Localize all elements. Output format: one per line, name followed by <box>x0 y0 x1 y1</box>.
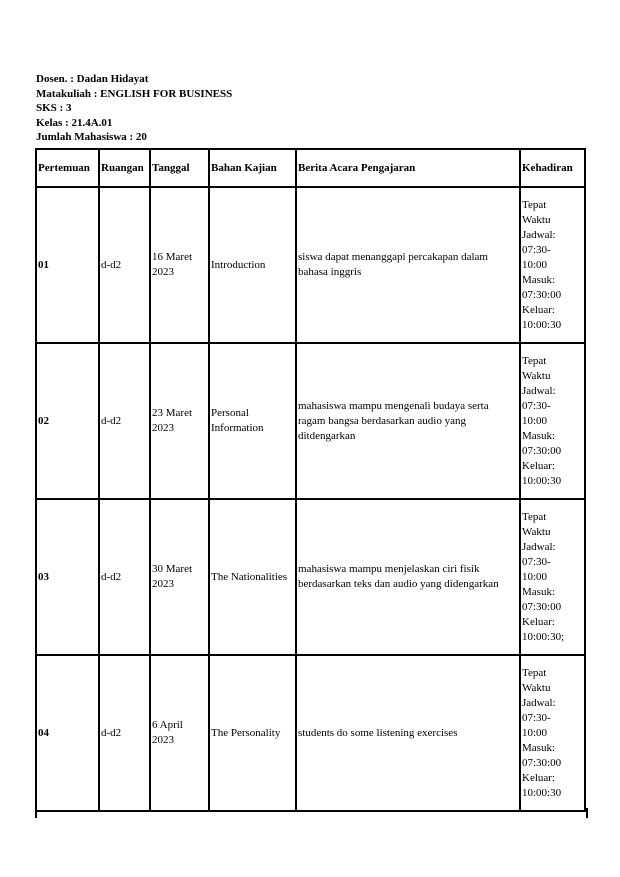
cell-pertemuan: 04 <box>36 655 99 811</box>
kehadiran-line: Masuk: <box>522 585 555 598</box>
table-row <box>36 343 585 499</box>
sks-line: SKS : 3 <box>36 102 72 114</box>
cell-berita-acara: siswa dapat menanggapi percakapan dalam bahasa inggris <box>296 187 520 343</box>
kehadiran-line: Jadwal: <box>522 228 556 241</box>
cell-bahan-kajian: The Nationalities <box>209 499 296 655</box>
dosen-line: Dosen. : Dadan Hidayat <box>36 73 149 85</box>
cell-berita-acara: mahasiswa mampu menjelaskan ciri fisik berdasarkan teks dan audio yang didengarkan <box>296 499 520 655</box>
kehadiran-line: Waktu <box>522 525 551 538</box>
kehadiran-line: Waktu <box>522 681 551 694</box>
table-row <box>36 499 585 655</box>
kehadiran-line: Masuk: <box>522 741 555 754</box>
kehadiran-line: 07:30- <box>522 399 551 412</box>
cell-kehadiran <box>520 655 585 811</box>
kehadiran-line: 10:00:30; <box>522 630 565 643</box>
table-row <box>36 187 585 343</box>
kehadiran-line: Masuk: <box>522 273 555 286</box>
cell-bahan-kajian: The Personality <box>209 655 296 811</box>
cell-bahan-kajian: Introduction <box>209 187 296 343</box>
kehadiran-line: Waktu <box>522 369 551 382</box>
kehadiran-line: Tepat <box>522 666 547 679</box>
col-header-bahan-kajian: Bahan Kajian <box>209 149 296 187</box>
kelas-line: Kelas : 21.4A.01 <box>36 116 113 129</box>
cell-berita-acara: mahasiswa mampu mengenali budaya serta ragam bangsa berdasarkan audio yang ditdengarkan <box>296 343 520 499</box>
cell-tanggal: 23 Maret 2023 <box>150 343 209 499</box>
kehadiran-line: Waktu <box>522 213 551 226</box>
col-header-kehadiran: Kehadiran <box>520 149 585 187</box>
kehadiran-line: 07:30:00 <box>522 444 562 457</box>
cell-berita-acara: students do some listening exercises <box>296 655 520 811</box>
kehadiran-line: Keluar: <box>522 771 555 784</box>
kehadiran-line: Tepat <box>522 510 547 523</box>
kehadiran-line: Jadwal: <box>522 696 556 709</box>
kehadiran-line: Masuk: <box>522 429 555 442</box>
cell-pertemuan: 03 <box>36 499 99 655</box>
kehadiran-line: 10:00 <box>522 258 548 271</box>
table-header-row <box>36 149 585 187</box>
cell-bahan-kajian: Personal Information <box>209 343 296 499</box>
col-header-pertemuan: Pertemuan <box>36 149 99 187</box>
kehadiran-line: Keluar: <box>522 303 555 316</box>
attendance-table <box>35 148 586 812</box>
col-header-ruangan: Ruangan <box>99 149 150 187</box>
matakuliah-line: Matakuliah : ENGLISH FOR BUSINESS <box>36 87 233 100</box>
kehadiran-line: Keluar: <box>522 615 555 628</box>
col-header-tanggal: Tanggal <box>150 149 209 187</box>
cell-tanggal: 16 Maret 2023 <box>150 187 209 343</box>
document-header <box>36 72 232 145</box>
kehadiran-line: Jadwal: <box>522 540 556 553</box>
kehadiran-line: Jadwal: <box>522 384 556 397</box>
table-row <box>36 655 585 811</box>
cell-tanggal: 30 Maret 2023 <box>150 499 209 655</box>
cell-ruangan: d-d2 <box>99 499 150 655</box>
kehadiran-line: Tepat <box>522 354 547 367</box>
table-continuation <box>35 808 588 818</box>
kehadiran-line: 10:00 <box>522 414 548 427</box>
kehadiran-line: 07:30- <box>522 555 551 568</box>
kehadiran-line: 10:00:30 <box>522 786 562 799</box>
col-header-berita-acara: Berita Acara Pengajaran <box>296 149 520 187</box>
cell-ruangan: d-d2 <box>99 187 150 343</box>
cell-kehadiran <box>520 343 585 499</box>
cell-kehadiran <box>520 187 585 343</box>
cell-tanggal: 6 April 2023 <box>150 655 209 811</box>
cell-ruangan: d-d2 <box>99 655 150 811</box>
kehadiran-line: 07:30:00 <box>522 756 562 769</box>
kehadiran-line: 10:00:30 <box>522 474 562 487</box>
cell-kehadiran <box>520 499 585 655</box>
kehadiran-line: 07:30:00 <box>522 288 562 301</box>
kehadiran-line: 10:00:30 <box>522 318 562 331</box>
cell-ruangan: d-d2 <box>99 343 150 499</box>
kehadiran-line: Tepat <box>522 198 547 211</box>
kehadiran-line: Keluar: <box>522 459 555 472</box>
cell-pertemuan: 02 <box>36 343 99 499</box>
kehadiran-line: 07:30- <box>522 243 551 256</box>
kehadiran-line: 07:30- <box>522 711 551 724</box>
cell-pertemuan: 01 <box>36 187 99 343</box>
kehadiran-line: 10:00 <box>522 726 548 739</box>
kehadiran-line: 10:00 <box>522 570 548 583</box>
jumlah-mahasiswa-line: Jumlah Mahasiswa : 20 <box>36 131 147 143</box>
kehadiran-line: 07:30:00 <box>522 600 562 613</box>
